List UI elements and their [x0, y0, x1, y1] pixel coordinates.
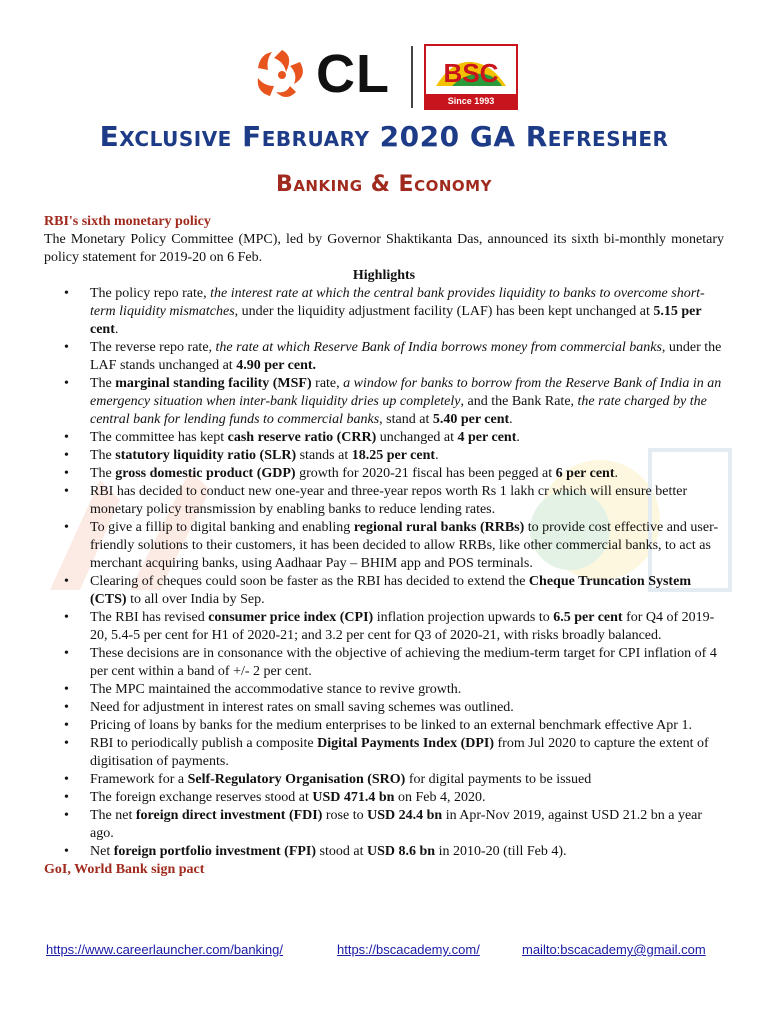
- cl-swirl-icon: [250, 42, 314, 108]
- list-item-text: consumer price index (CPI): [208, 610, 374, 625]
- page-title: Exclusive February 2020 GA Refresher: [99, 120, 669, 153]
- list-item-text: Self-Regulatory Organisation (SRO): [187, 772, 406, 787]
- list-item-text: the interest rate at which the central bank provides liquidity to banks to overcome short-term liquidity mismatches: [90, 286, 705, 319]
- list-item: [44, 717, 724, 735]
- list-item: [44, 447, 724, 465]
- list-item: [44, 285, 724, 339]
- list-item-text: for digital payments to be issued: [405, 772, 592, 787]
- list-item-text: statutory liquidity ratio (SLR): [115, 448, 297, 463]
- list-item-text: in Apr-Nov 2019, against USD 21.2 bn a year ago.: [90, 808, 703, 841]
- section-heading-2: GoI, World Bank sign pact: [44, 862, 205, 877]
- list-item-text: The foreign exchange reserves stood at: [90, 790, 313, 805]
- page-subtitle: Banking & Economy: [276, 172, 492, 197]
- list-item: [44, 339, 724, 375]
- list-item-text: stands at: [296, 448, 352, 463]
- list-item: [44, 375, 724, 429]
- list-item-text: 5.15 per cent: [90, 304, 702, 337]
- list-item-text: Digital Payments Index (DPI): [317, 736, 495, 751]
- list-item-text: Need for adjustment in interest rates on small saving schemes was outlined.: [90, 700, 514, 715]
- list-item: [44, 699, 724, 717]
- list-item-text: .: [614, 466, 619, 481]
- bsc-since-label: Since 1993: [426, 94, 516, 108]
- list-item: [44, 483, 724, 519]
- list-item-text: unchanged at: [376, 430, 458, 445]
- careerlauncher-link[interactable]: https://www.careerlauncher.com/banking/: [46, 942, 284, 957]
- list-item-text: The committee has kept: [90, 430, 228, 445]
- list-item-text: Clearing of cheques could soon be faster as the RBI has decided to extend the: [90, 574, 529, 589]
- list-item-text: The RBI has revised: [90, 610, 209, 625]
- list-item-text: cash reserve ratio (CRR): [227, 430, 377, 445]
- list-item-text: USD 471.4 bn: [312, 790, 395, 805]
- list-item: [44, 573, 724, 609]
- list-item-text: The: [90, 376, 116, 391]
- list-item-text: foreign direct investment (FDI): [135, 808, 323, 823]
- list-item-text: Framework for a: [90, 772, 188, 787]
- footer-links: [0, 942, 768, 962]
- list-item-text: These decisions are in consonance with the objective of achieving the medium-term target for CPI inflation of 4 per cent within a band of +/- 2 per cent.: [90, 646, 717, 679]
- list-item-text: The: [90, 466, 116, 481]
- bscacademy-link[interactable]: https://bscacademy.com/: [337, 942, 480, 957]
- email-link[interactable]: mailto:bscacademy@gmail.com: [522, 942, 706, 957]
- intro-paragraph: The Monetary Policy Committee (MPC), led by Governor Shaktikanta Das, announced its sixth bi-monthly monetary policy statement for 2019-20 on 6 Feb.: [44, 232, 724, 265]
- list-item-text: To give a fillip to digital banking and enabling: [90, 520, 354, 535]
- list-item-text: RBI to periodically publish a composite: [90, 736, 318, 751]
- list-item-text: on Feb 4, 2020.: [394, 790, 486, 805]
- list-item-text: The: [90, 448, 116, 463]
- bsc-logo-icon: [432, 52, 510, 90]
- list-item: [44, 735, 724, 771]
- list-item: [44, 843, 724, 861]
- cl-logo: [250, 42, 400, 108]
- list-item: [44, 807, 724, 843]
- header-logos: [0, 40, 768, 114]
- list-item-text: from Jul 2020 to capture the extent of digitisation of payments.: [90, 736, 709, 769]
- list-item: [44, 645, 724, 681]
- list-item-text: to provide cost effective and user-friendly solutions to their customers, it has been decided to allow RRBs, like other commercial banks, to act as merchant acquiring banks, using Aadhaar Pay – BHIM app and POS terminals.: [90, 520, 719, 571]
- list-item-text: Net: [90, 844, 114, 859]
- list-item-text: in 2010-20 (till Feb 4).: [435, 844, 567, 859]
- list-item-text: rate,: [311, 376, 344, 391]
- list-item-text: The net: [90, 808, 136, 823]
- list-item-text: the rate charged by the central bank for lending funds to commercial banks: [90, 394, 707, 427]
- list-item: [44, 429, 724, 447]
- list-item-text: growth for 2020-21 fiscal has been pegged at: [295, 466, 556, 481]
- list-item-text: marginal standing facility (MSF): [115, 376, 312, 391]
- list-item: [44, 681, 724, 699]
- logo-divider: [411, 46, 413, 108]
- list-item: [44, 519, 724, 573]
- cl-logo-text: CL: [316, 44, 390, 104]
- list-item-text: 5.40 per cent: [432, 412, 510, 427]
- list-item-text: , under the LAF stands unchanged at: [90, 340, 722, 373]
- list-item-text: .: [435, 448, 439, 463]
- main-content: [44, 213, 724, 879]
- list-item-text: The policy repo rate,: [90, 286, 211, 301]
- list-item-text: Cheque Truncation System (CTS): [90, 574, 691, 607]
- list-item-text: 18.25 per cent: [351, 448, 436, 463]
- list-item: [44, 465, 724, 483]
- list-item-text: , under the liquidity adjustment facility (LAF) has been kept unchanged at: [234, 304, 654, 319]
- highlights-heading: Highlights: [352, 268, 416, 283]
- list-item-text: gross domestic product (GDP): [115, 466, 296, 481]
- list-item-text: to all over India by Sep.: [126, 592, 265, 607]
- list-item: [44, 789, 724, 807]
- list-item-text: The MPC maintained the accommodative stance to revive growth.: [90, 682, 462, 697]
- list-item: [44, 771, 724, 789]
- list-item-text: the rate at which Reserve Bank of India borrows money from commercial banks: [215, 340, 662, 355]
- list-item-text: foreign portfolio investment (FPI): [113, 844, 317, 859]
- list-item-text: USD 24.4 bn: [367, 808, 443, 823]
- list-item-text: 6.5 per cent: [553, 610, 623, 625]
- list-item-text: a window for banks to borrow from the Reserve Bank of India in an emergency situation when inter-bank liquidity dries up completely: [90, 376, 722, 409]
- list-item-text: stood at: [316, 844, 367, 859]
- list-item-text: The reverse repo rate,: [90, 340, 216, 355]
- list-item-text: 6 per cent: [555, 466, 615, 481]
- bsc-logo: [424, 44, 518, 110]
- list-item-text: regional rural banks (RRBs): [353, 520, 525, 535]
- list-item-text: .: [516, 430, 520, 445]
- highlights-list: [44, 285, 724, 861]
- list-item-text: .: [509, 412, 513, 427]
- list-item-text: , and the Bank Rate,: [460, 394, 578, 409]
- list-item-text: 4 per cent: [457, 430, 517, 445]
- list-item-text: 4.90 per cent.: [236, 358, 317, 373]
- list-item-text: , stand at: [379, 412, 433, 427]
- list-item-text: Pricing of loans by banks for the medium enterprises to be linked to an external benchmark effective Apr 1.: [90, 718, 692, 733]
- list-item-text: USD 8.6 bn: [367, 844, 436, 859]
- list-item-text: RBI has decided to conduct new one-year and three-year repos worth Rs 1 lakh cr which will ensure better monetary policy transmission by enabling banks to reduce lending rates.: [90, 484, 688, 517]
- list-item: [44, 609, 724, 645]
- list-item-text: inflation projection upwards to: [373, 610, 554, 625]
- list-item-text: .: [114, 322, 119, 337]
- section-heading: RBI's sixth monetary policy: [44, 214, 211, 229]
- list-item-text: rose to: [322, 808, 368, 823]
- list-item-text: for Q4 of 2019-20, 5.4-5 per cent for H1 of 2020-21; and 3.2 per cent for Q3 of 2020-21, with risks broadly balanced.: [90, 610, 715, 643]
- bsc-logo-text: BSC: [443, 58, 499, 88]
